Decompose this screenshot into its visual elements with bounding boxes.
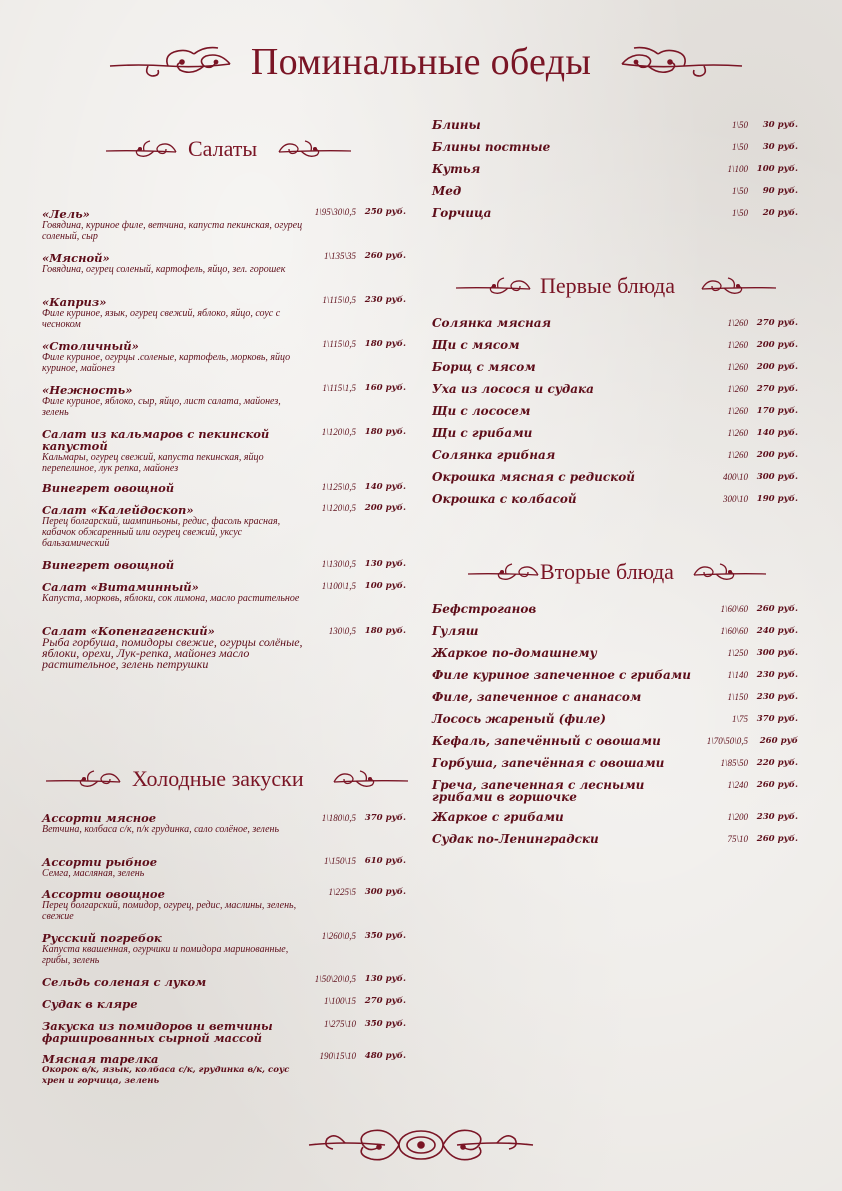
item-price: 350 руб. [364,1019,406,1029]
cold-section-title: Холодные закуски [132,766,304,791]
item-desc: Кальмары, огурец свежий, капуста пекинская, яйцо перепелиное, лук репка, майонез [42,452,264,474]
item-desc: Окорок в/к, язык, колбаса с/к, грудинка в/к, соус хрен и горчица, зелень [42,1065,290,1086]
item-weight: 1\150\15 [323,856,356,866]
item-price: 200 руб. [364,503,406,513]
item-desc: Филе куриное, язык, огурец свежий, яблоко, яйцо, соус с чесноком [42,308,281,330]
item-price: 30 руб. [762,120,798,130]
item-weight: 1\115\1,5 [322,383,356,393]
item-weight: 1\135\35 [323,251,356,261]
item-price: 90 руб. [762,186,798,196]
bottom-ornament [305,1117,537,1173]
item-price: 200 руб. [756,362,798,372]
item-desc: Филе куриное, яблоко, сыр, яйцо, лист салата, майонез, зелень [42,396,281,418]
item-desc: Перец болгарский, помидор, огурец, редис, маслины, зелень, свежие [42,900,297,922]
item-name: Винегрет овощной [42,481,175,495]
item-name: «Столичный» [42,339,139,353]
menu-item [42,1053,304,1087]
item-price: 230 руб. [756,670,798,680]
item-weight: 1\240 [727,780,748,790]
item-price: 130 руб. [364,559,406,569]
item-name: Кефаль, запечённый с овошами [432,734,661,748]
item-price: 370 руб. [756,714,798,724]
item-name: Судак в кляре [42,997,138,1011]
item-price: 270 руб. [364,996,406,1006]
first-flourish-right [698,274,778,300]
item-price: 350 руб. [364,931,406,941]
item-price: 250 руб. [364,207,406,217]
item-name: Щи с грибами [432,426,533,440]
item-weight: 1\120\0,5 [321,427,356,437]
item-price: 260 руб. [364,251,406,261]
item-price: 230 руб. [756,692,798,702]
item-weight: 1\140 [727,670,748,680]
menu-item [42,888,304,922]
item-weight: 1\100\1,5 [321,581,356,591]
item-price: 140 руб. [756,428,798,438]
item-price: 220 руб. [756,758,798,768]
item-weight: 1\50 [731,142,748,152]
item-name: Винегрет овощной [42,558,175,572]
item-name: Лосось жареный (филе) [432,712,606,726]
item-price: 300 руб. [756,472,798,482]
item-weight: 1\70\50\0,5 [706,736,748,746]
item-name: Салат «Копенгагенский» [42,624,215,638]
menu-item [42,340,304,374]
item-price: 20 руб. [762,208,798,218]
item-name: Блины постные [432,140,551,154]
item-desc: Говядина, куриное филе, ветчина, капуста пекинская, огурец соленый, сыр [42,220,303,242]
item-name: Судак по-Ленинградски [432,832,599,846]
item-name: Окрошка с колбасой [432,492,577,506]
menu-item [42,812,304,835]
item-name: Горбуша, запечённая с овошами [432,756,665,770]
item-price: 170 руб. [756,406,798,416]
menu-item [42,976,304,988]
item-price: 180 руб. [364,339,406,349]
item-weight: 1\50 [731,186,748,196]
item-weight: 1\260 [727,318,748,328]
item-name: Окрошка мясная с редиской [432,470,635,484]
salads-section-title: Салаты [188,136,258,161]
item-price: 230 руб. [756,812,798,822]
item-name: Салат «Витаминный» [42,580,199,594]
item-name: Кутья [432,162,481,176]
item-weight: 1\250 [727,648,748,658]
item-name: Филе, запеченное с ананасом [432,690,642,704]
menu-item [42,559,304,571]
item-weight: 1\275\10 [323,1019,356,1029]
item-name: Жаркое по-домашнему [432,646,597,660]
first-section-title: Первые блюда [540,273,675,298]
item-price: 240 руб. [756,626,798,636]
item-weight: 1\115\0,5 [322,339,356,349]
item-weight: 1\100 [727,164,748,174]
item-name: Русский погребок [42,931,162,945]
item-weight: 190\15\10 [319,1051,356,1061]
item-price: 180 руб. [364,626,406,636]
second-section-title: Вторые блюда [540,559,674,584]
item-weight: 1\260\0,5 [321,931,356,941]
item-desc: Филе куриное, огурцы .соленые, картофель, морковь, яйцо куриное, майонез [42,352,291,374]
item-weight: 1\150 [727,692,748,702]
menu-item [42,252,304,275]
salads-flourish-right [275,137,353,163]
item-price: 100 руб. [364,581,406,591]
menu-item [42,384,304,418]
item-name: Горчица [432,206,492,220]
item-weight: 300\10 [722,494,748,504]
item-name: «Лель» [42,207,90,221]
menu-item [42,208,304,242]
item-name: Бефстроганов [432,602,537,616]
item-price: 260 руб. [756,604,798,614]
item-price: 130 руб. [364,974,406,984]
item-name: Жаркое с грибами [432,810,564,824]
item-name: Сельдь соленая с луком [42,975,207,989]
item-price: 230 руб. [364,295,406,305]
item-name: Солянка грибная [432,448,556,462]
item-name: Солянка мясная [432,316,552,330]
item-name: Ассорти овощное [42,887,165,901]
item-price: 140 руб. [364,482,406,492]
item-price: 260 руб [759,736,798,746]
item-name: Салат из кальмаров с пекинской капустой [42,427,270,453]
item-price: 190 руб. [756,494,798,504]
item-desc: Рыба горбуша, помидоры свежие, огурцы солёные, яблоки, орехи, Лук-репка, майонез масло растительное, зелень петрушки [42,635,303,671]
item-weight: 1\75 [731,714,748,724]
item-weight: 1\260 [727,362,748,372]
cold-flourish-left [44,767,124,793]
item-weight: 1\50\20\0,5 [314,974,356,984]
item-weight: 1\260 [727,340,748,350]
item-name: Ассорти рыбное [42,855,158,869]
second-flourish-right [690,560,768,586]
item-weight: 1\100\15 [323,996,356,1006]
item-name [432,779,694,803]
item-price: 300 руб. [756,648,798,658]
item-desc: Капуста, морковь, яблоки, сок лимона, масло растительное [42,593,300,604]
item-weight: 1\60\60 [720,626,748,636]
item-name: Филе куриное запеченное с грибами [432,668,691,682]
menu-item [42,296,304,330]
item-name: «Мясной» [42,251,110,265]
item-price: 200 руб. [756,450,798,460]
item-name: Салат «Калейдоскоп» [42,503,194,517]
item-weight: 1\260 [727,450,748,460]
item-price: 30 руб. [762,142,798,152]
item-name-text: Греча, запеченная с лесными грибами в горшочке [432,778,645,804]
item-name: Ассорти мясное [42,811,157,825]
menu-item [42,625,304,670]
item-weight: 1\50 [731,208,748,218]
item-weight: 1\260 [727,384,748,394]
item-weight: 1\130\0,5 [321,559,356,569]
item-desc: Перец болгарский, шампиньоны, редис, фасоль красная, кабачок обжаренный или огурец свежий, уксус бальзамический [42,516,281,549]
item-name: Мясная тарелка [42,1052,159,1066]
item-price: 260 руб. [756,834,798,844]
item-name: «Нежность» [42,383,133,397]
item-weight: 1\260 [727,406,748,416]
menu-item [42,428,304,474]
item-weight: 1\125\0,5 [321,482,356,492]
item-price: 270 руб. [756,318,798,328]
item-name: Гуляш [432,624,479,638]
item-name: Блины [432,118,481,132]
item-desc: Семга, масляная, зелень [42,868,145,879]
menu-item [42,581,304,604]
item-weight: 75\10 [727,834,748,844]
item-price: 480 руб. [364,1051,406,1061]
item-price: 300 руб. [364,887,406,897]
item-weight: 130\0,5 [328,626,356,636]
menu-item [42,856,304,879]
item-price: 200 руб. [756,340,798,350]
second-flourish-left [466,560,542,586]
item-price: 270 руб. [756,384,798,394]
item-name: Мед [432,184,462,198]
item-weight: 1\50 [731,120,748,130]
item-name: Щи с лососем [432,404,531,418]
item-weight: 1\260 [727,428,748,438]
item-weight: 1\95\30\0,5 [314,207,356,217]
item-weight: 1\225\5 [328,887,356,897]
item-price: 160 руб. [364,383,406,393]
title-flourish-right [618,42,744,78]
menu-item [42,1020,292,1044]
cold-flourish-right [330,767,410,793]
item-desc: Капуста квашенная, огурчики и помидора маринованные, грибы, зелень [42,944,289,966]
menu-item [42,504,304,549]
item-name: Борщ с мясом [432,360,536,374]
item-desc: Говядина, огурец соленый, картофель, яйцо, зел. горошек [42,264,286,275]
item-weight: 1\120\0,5 [321,503,356,513]
salads-flourish-left [104,137,180,163]
menu-item [42,998,304,1010]
page-title: Поминальные обеды [250,41,592,83]
item-price: 260 руб. [756,780,798,790]
item-price: 180 руб. [364,427,406,437]
item-weight: 1\115\0,5 [322,295,356,305]
first-flourish-left [454,274,534,300]
item-weight: 400\10 [722,472,748,482]
menu-item [42,482,304,494]
item-name: Закуска из помидоров и ветчины фаршированных сырной массой [42,1019,273,1045]
item-weight: 1\60\60 [720,604,748,614]
item-desc: Ветчина, колбаса с/к, п/к грудинка, сало солёное, зелень [42,824,280,835]
item-price: 100 руб. [756,164,798,174]
item-name: «Каприз» [42,295,107,309]
item-weight: 1\200 [727,812,748,822]
menu-item [42,932,304,966]
item-price: 370 руб. [364,813,406,823]
item-price: 610 руб. [364,856,406,866]
item-name: Щи с мясом [432,338,520,352]
item-name: Уха из лосося и судака [432,382,594,396]
item-weight: 1\85\50 [720,758,748,768]
item-weight: 1\180\0,5 [321,813,356,823]
